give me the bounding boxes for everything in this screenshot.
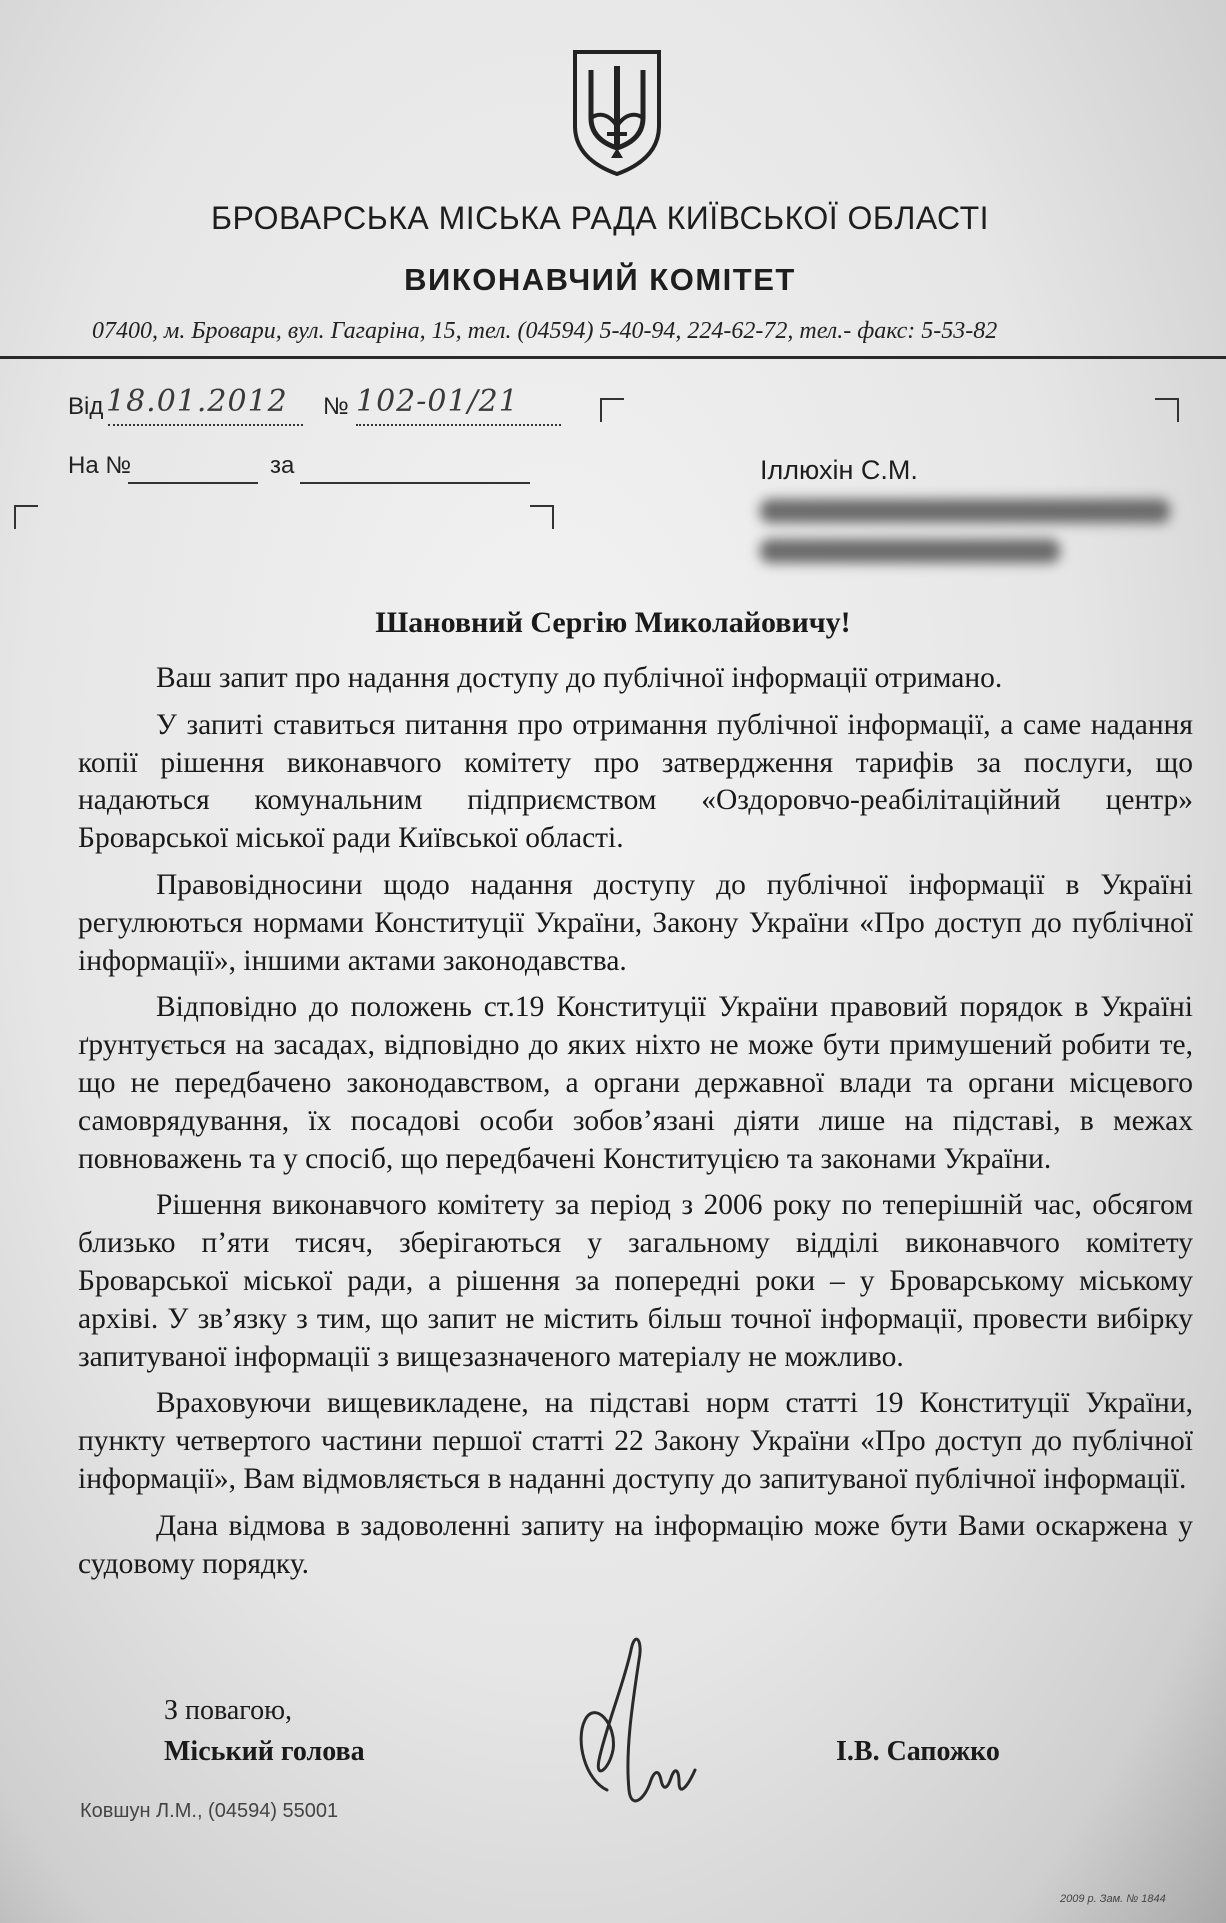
regards: З повагою, xyxy=(164,1695,292,1726)
letter-date: 18.01.2012 xyxy=(106,384,288,419)
corner-mark xyxy=(14,505,38,529)
organization-address: 07400, м. Бровари, вул. Гагаріна, 15, тел. (04594) 5-40-94, 224-62-72, тел.- факс: 5-53-82 xyxy=(92,318,998,344)
paragraph: Ваш запит про надання доступу до публічної інформації отримано. xyxy=(156,662,1003,694)
executor-contact: Ковшун Л.М., (04594) 55001 xyxy=(80,1800,339,1822)
re-number-label: На № xyxy=(68,452,132,479)
paragraph: Правовідносини щодо надання доступу до публічної інформації в Україні регулюються нормами Конституції України, Закону України «Про доступ до публічної інформації», іншими актами законодавства. xyxy=(78,868,1193,977)
from-label: Від xyxy=(68,393,104,420)
paragraph: Враховуючи вищевикладене, на підставі норм статті 19 Конституції України, пункту четвертого частини першої статті 22 Закону України «Про доступ до публічної інформації», Вам відмовляється в наданні доступу до запитуваної публічної інформації. xyxy=(78,1387,1193,1495)
committee-title: ВИКОНАВЧИЙ КОМІТЕТ xyxy=(404,262,796,297)
re-number-line xyxy=(128,448,258,484)
number-label: № xyxy=(323,393,349,420)
letter-body xyxy=(78,660,1193,1592)
signer-position: Міський голова xyxy=(164,1736,365,1767)
organization-title: БРОВАРСЬКА МІСЬКА РАДА КИЇВСЬКОЇ ОБЛАСТІ xyxy=(210,200,990,236)
paragraph: Відповідно до положень ст.19 Конституції України правовий порядок в Україні ґрунтується на засадах, відповідно до яких ніхто не може бути примушений робити те, що не передбачено законодавством, а органи державної влади та органи місцевого самоврядування, їх посадові особи зобов’язані діяти лише на підставі, в межах повноважень та у спосіб, що передбачені Конституцією та законами України. xyxy=(78,991,1193,1175)
form-code: 2009 р. Зам. № 1844 xyxy=(1060,1893,1166,1905)
re-date-label: за xyxy=(270,452,295,479)
re-date-line xyxy=(300,448,530,484)
handwritten-signature-icon xyxy=(555,1620,715,1820)
corner-mark xyxy=(1155,398,1179,422)
trident-coat-of-arms-icon xyxy=(569,48,665,178)
salutation: Шановний Сергію Миколайовичу! xyxy=(375,606,851,639)
signer-name: І.В. Сапожко xyxy=(836,1736,1000,1767)
paragraph: У запиті ставиться питання про отримання публічної інформації, а саме надання копії рішення виконавчого комітету про затвердження тарифів за послуги, що надаються комунальним підприємством «Оздоровчо-реабілітаційний центр» Броварської міської ради Київської області. xyxy=(78,708,1193,855)
header-divider xyxy=(0,356,1226,359)
corner-mark xyxy=(600,398,624,422)
corner-mark xyxy=(530,505,554,529)
paragraph: Рішення виконавчого комітету за період з 2006 року по теперішній час, обсягом близько п’яти тисяч, зберігаються у загальному відділі виконавчого комітету Броварської міської ради, а рішення за попередні роки – у Броварському міському архіві. У зв’язку з тим, що запит не містить більш точної інформації, провести вибірку запитуваної інформації з вищезазначеного матеріалу не можливо. xyxy=(78,1189,1193,1373)
recipient-name: Іллюхін С.М. xyxy=(760,455,918,485)
paragraph: Дана відмова в задоволенні запиту на інформацію може бути Вами оскаржена у судовому порядку. xyxy=(78,1509,1193,1580)
letter-number: 102-01/21 xyxy=(356,384,519,419)
redacted-address xyxy=(760,495,1180,585)
